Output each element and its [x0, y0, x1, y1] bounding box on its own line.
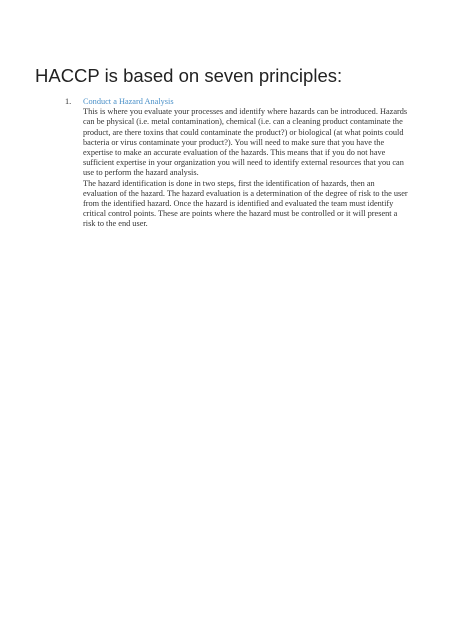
paragraph-hazard-evaluation-intro	[83, 107, 425, 178]
text-line: product, are there toxins that could contaminate the product?) or biological (at what points could	[83, 127, 404, 137]
text-line: critical control points. These are points where the hazard must be controlled or it will present a	[83, 209, 398, 219]
list-item-number: 1.	[65, 97, 72, 106]
text-line: This is where you evaluate your processes and identify where hazards can be introduced. Hazards	[83, 107, 408, 117]
principles-list	[65, 97, 425, 230]
text-line: from the identified hazard. Once the hazard is identified and evaluated the team must identify	[83, 199, 394, 209]
text-line: use to perform the hazard analysis.	[83, 168, 199, 178]
page-title: HACCP is based on seven principles:	[35, 65, 343, 86]
text-line: can be physical (i.e. metal contamination), chemical (i.e. can a cleaning product contaminate the	[83, 117, 403, 127]
text-line: expertise to make an accurate evaluation of the hazards. This means that if you do not have	[83, 148, 386, 158]
paragraph-hazard-identification	[83, 179, 425, 230]
text-line: sufficient expertise in your organization you will need to identify external resources that you can	[83, 158, 404, 168]
text-line: evaluation of the hazard. The hazard evaluation is a determination of the degree of risk to the user	[83, 188, 408, 198]
text-line: risk to the end user.	[83, 219, 148, 229]
list-item	[65, 97, 425, 230]
text-line: bacteria or virus contaminate your product?). You will need to make sure that you have the	[83, 137, 385, 147]
text-line: The hazard identification is done in two steps, first the identification of hazards, then an	[83, 178, 375, 188]
principle-heading-link[interactable]: Conduct a Hazard Analysis	[83, 97, 174, 106]
